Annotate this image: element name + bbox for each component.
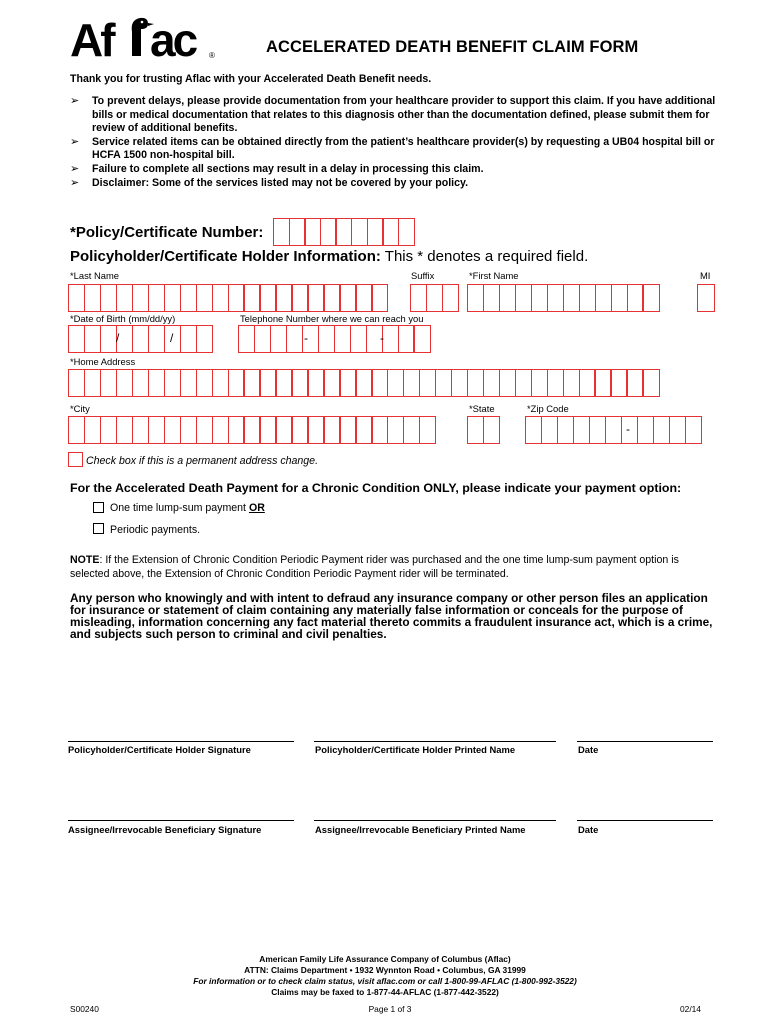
input-cell[interactable] [547, 369, 564, 397]
assignee-signature-label: Assignee/Irrevocable Beneficiary Signature [68, 824, 262, 835]
arrow-bullet-icon: ➢ [70, 176, 80, 189]
dob-slash-2: / [170, 331, 174, 345]
payment-option-heading: For the Accelerated Death Payment for a Chronic Condition ONLY, please indicate your payment option: [70, 481, 682, 495]
input-cell[interactable] [335, 218, 352, 246]
permanent-address-label: Check box if this is a permanent address change. [86, 455, 319, 467]
input-cell[interactable] [483, 284, 500, 312]
input-cell[interactable] [467, 416, 484, 444]
input-cell[interactable] [413, 325, 430, 353]
input-cell[interactable] [382, 325, 399, 353]
input-cell[interactable] [116, 284, 133, 312]
input-cell[interactable] [419, 416, 436, 444]
input-cell[interactable] [212, 416, 229, 444]
input-cell[interactable] [259, 416, 276, 444]
input-cell[interactable] [180, 284, 197, 312]
input-cell[interactable] [499, 369, 516, 397]
input-cell[interactable] [228, 369, 245, 397]
assignee-signature-line[interactable] [68, 820, 294, 821]
policy-number-label: *Policy/Certificate Number: [70, 224, 264, 241]
date-label-1: Date [578, 744, 599, 755]
input-cell[interactable] [387, 369, 404, 397]
input-cell[interactable] [243, 416, 260, 444]
zip-label: *Zip Code [527, 403, 569, 414]
address-field[interactable] [68, 369, 658, 397]
input-cell[interactable] [275, 369, 292, 397]
input-cell[interactable] [148, 325, 165, 353]
intro-text: Thank you for trusting Aflac with your Accelerated Death Benefit needs. [70, 73, 432, 85]
input-cell[interactable] [426, 284, 443, 312]
input-cell[interactable] [238, 325, 255, 353]
input-cell[interactable] [579, 369, 596, 397]
input-cell[interactable] [180, 369, 197, 397]
input-cell[interactable] [483, 416, 500, 444]
input-cell[interactable] [132, 325, 149, 353]
input-cell[interactable] [339, 284, 356, 312]
input-cell[interactable] [323, 284, 340, 312]
input-cell[interactable] [637, 416, 654, 444]
input-cell[interactable] [515, 369, 532, 397]
input-cell[interactable] [350, 325, 367, 353]
input-cell[interactable] [541, 416, 558, 444]
input-cell[interactable] [355, 416, 372, 444]
input-cell[interactable] [371, 284, 388, 312]
holder-signature-line[interactable] [68, 741, 294, 742]
input-cell[interactable] [148, 416, 165, 444]
input-cell[interactable] [351, 218, 368, 246]
phone-field[interactable] [238, 325, 429, 353]
lump-sum-label: One time lump-sum payment OR [110, 502, 265, 514]
input-cell[interactable] [451, 369, 468, 397]
input-cell[interactable] [563, 284, 580, 312]
suffix-field[interactable] [410, 284, 458, 312]
input-cell[interactable] [196, 369, 213, 397]
mi-field[interactable] [697, 284, 714, 312]
input-cell[interactable] [367, 218, 384, 246]
footer-company: American Family Life Assurance Company of Columbus (Aflac) [259, 954, 511, 964]
input-cell[interactable] [419, 369, 436, 397]
suffix-label: Suffix [411, 270, 435, 281]
input-cell[interactable] [318, 325, 335, 353]
input-cell[interactable] [273, 218, 290, 246]
input-cell[interactable] [334, 325, 351, 353]
input-cell[interactable] [339, 369, 356, 397]
input-cell[interactable] [304, 218, 321, 246]
input-cell[interactable] [442, 284, 459, 312]
input-cell[interactable] [84, 284, 101, 312]
input-cell[interactable] [291, 369, 308, 397]
page-number: Page 1 of 3 [368, 1004, 412, 1014]
input-cell[interactable] [685, 416, 702, 444]
input-cell[interactable] [270, 325, 287, 353]
first-name-field[interactable] [467, 284, 658, 312]
input-cell[interactable] [355, 369, 372, 397]
input-cell[interactable] [132, 369, 149, 397]
input-cell[interactable] [605, 416, 622, 444]
input-cell[interactable] [547, 284, 564, 312]
input-cell[interactable] [697, 284, 715, 312]
svg-text:ac: ac [150, 14, 196, 62]
input-cell[interactable] [68, 325, 85, 353]
list-item: ➢ Failure to complete all sections may result in a delay in processing this claim. [70, 162, 484, 175]
arrow-bullet-icon: ➢ [70, 135, 80, 148]
dob-field[interactable] [68, 325, 212, 353]
input-cell[interactable] [557, 416, 574, 444]
input-cell[interactable] [243, 284, 260, 312]
input-cell[interactable] [307, 284, 324, 312]
input-cell[interactable] [642, 369, 659, 397]
arrow-bullet-icon: ➢ [70, 162, 80, 175]
input-cell[interactable] [100, 325, 120, 353]
input-cell[interactable] [371, 369, 388, 397]
input-cell[interactable] [164, 284, 181, 312]
input-cell[interactable] [669, 416, 686, 444]
dob-label: *Date of Birth (mm/dd/yy) [70, 313, 176, 324]
input-cell[interactable] [499, 284, 516, 312]
footer-attn: ATTN: Claims Department • 1932 Wynnton Road • Columbus, GA 31999 [244, 965, 526, 975]
aflac-logo [70, 12, 220, 62]
list-item: ➢ To prevent delays, please provide documentation from your healthcare provider to support this claim. If you have additional bills or medical documentation that relates to this diagnosis other than the documentation defined, please submit them for review of additional benefits. [70, 95, 716, 135]
phone-dash-2: - [380, 331, 384, 345]
input-cell[interactable] [594, 369, 611, 397]
input-cell[interactable] [100, 284, 117, 312]
input-cell[interactable] [148, 369, 165, 397]
periodic-checkbox[interactable] [93, 523, 104, 534]
state-label: *State [469, 403, 495, 414]
input-cell[interactable] [84, 369, 101, 397]
input-cell[interactable] [212, 284, 229, 312]
holder-info-heading: Policyholder/Certificate Holder Information: This * denotes a required field. [70, 248, 589, 265]
input-cell[interactable] [196, 284, 213, 312]
input-cell[interactable] [435, 369, 452, 397]
first-name-label: *First Name [469, 270, 519, 281]
permanent-address-checkbox[interactable] [68, 452, 83, 467]
input-cell[interactable] [164, 416, 181, 444]
input-cell[interactable] [525, 416, 542, 444]
input-cell[interactable] [132, 416, 149, 444]
input-cell[interactable] [323, 369, 340, 397]
input-cell[interactable] [611, 284, 628, 312]
aflac-logo-mark [70, 12, 220, 62]
input-cell[interactable] [243, 369, 260, 397]
input-cell[interactable] [403, 416, 420, 444]
input-cell[interactable] [259, 369, 276, 397]
input-cell[interactable] [180, 416, 197, 444]
input-cell[interactable] [307, 369, 324, 397]
holder-printed-name-label: Policyholder/Certificate Holder Printed Name [315, 744, 516, 755]
input-cell[interactable] [589, 416, 606, 444]
dob-slash-1: / [116, 331, 120, 345]
input-cell[interactable] [289, 218, 306, 246]
input-cell[interactable] [467, 284, 484, 312]
input-cell[interactable] [275, 284, 292, 312]
city-field[interactable] [68, 416, 435, 444]
form-code: S00240 [70, 1004, 99, 1014]
input-cell[interactable] [148, 284, 165, 312]
holder-printed-name-line[interactable] [314, 741, 556, 742]
list-item: ➢ Service related items can be obtained directly from the patient’s healthcare provider(s) by requesting a UB04 hospital bill or HCFA 1500 non-hospital bill. [70, 135, 715, 162]
input-cell[interactable] [291, 416, 308, 444]
input-cell[interactable] [371, 416, 388, 444]
input-cell[interactable] [254, 325, 271, 353]
input-cell[interactable] [382, 218, 399, 246]
input-cell[interactable] [403, 369, 420, 397]
input-cell[interactable] [531, 284, 548, 312]
city-label: *City [70, 403, 90, 414]
input-cell[interactable] [259, 284, 276, 312]
input-cell[interactable] [398, 218, 415, 246]
fraud-warning: Any person who knowingly and with intent to defraud any insurance company or other person files an application for insurance or statement of claim containing any materially false information or conceals for the purpose of misleading, information concerning any fact material thereto commits a fraudulent insurance act, which is a crime, and subjects such person to criminal and civil penalties. [70, 591, 713, 641]
input-cell[interactable] [100, 369, 117, 397]
state-field[interactable] [467, 416, 499, 444]
input-cell[interactable] [642, 284, 659, 312]
phone-label: Telephone Number where we can reach you [240, 313, 424, 324]
policy-number-field[interactable] [273, 218, 413, 246]
input-cell[interactable] [100, 416, 117, 444]
input-cell[interactable] [228, 416, 245, 444]
lump-sum-checkbox[interactable] [93, 502, 104, 513]
input-cell[interactable] [627, 284, 644, 312]
input-cell[interactable] [116, 369, 133, 397]
holder-signature-label: Policyholder/Certificate Holder Signature [68, 744, 251, 755]
svg-text:®: ® [209, 51, 215, 60]
last-name-field[interactable] [68, 284, 387, 312]
input-cell[interactable] [84, 325, 101, 353]
input-cell[interactable] [626, 369, 643, 397]
note-text: NOTE: If the Extension of Chronic Condition Periodic Payment rider was purchased and the one time lump-sum payment option is selected above, the Extension of Chronic Condition Periodic Payment rider will be terminated. [70, 554, 679, 580]
footer-contact [0, 954, 770, 998]
assignee-printed-name-line[interactable] [314, 820, 556, 821]
date-label-2: Date [578, 824, 599, 835]
input-cell[interactable] [387, 416, 404, 444]
input-cell[interactable] [515, 284, 532, 312]
zip-dash: - [626, 422, 630, 436]
assignee-printed-name-label: Assignee/Irrevocable Beneficiary Printed Name [315, 824, 526, 835]
input-cell[interactable] [653, 416, 670, 444]
input-cell[interactable] [180, 325, 197, 353]
input-cell[interactable] [595, 284, 612, 312]
input-cell[interactable] [68, 284, 85, 312]
svg-text:Af: Af [70, 14, 113, 62]
input-cell[interactable] [132, 284, 149, 312]
input-cell[interactable] [610, 369, 627, 397]
periodic-label: Periodic payments. [110, 524, 201, 536]
footer-fax: Claims may be faxed to 1-877-44-AFLAC (1-877-442-3522) [271, 987, 499, 997]
list-item: ➢ Disclaimer: Some of the services listed may not be covered by your policy. [70, 176, 469, 189]
form-title: ACCELERATED DEATH BENEFIT CLAIM FORM [266, 38, 639, 56]
phone-dash-1: - [304, 331, 308, 345]
input-cell[interactable] [196, 416, 213, 444]
input-cell[interactable] [196, 325, 213, 353]
input-cell[interactable] [84, 416, 101, 444]
footer-info: For information or to check claim status, visit aflac.com or call 1-800-99-AFLAC (1-800-992-3522) [193, 976, 577, 986]
input-cell[interactable] [228, 284, 245, 312]
input-cell[interactable] [398, 325, 415, 353]
input-cell[interactable] [339, 416, 356, 444]
input-cell[interactable] [307, 416, 324, 444]
input-cell[interactable] [286, 325, 303, 353]
date-line-1[interactable] [577, 741, 713, 742]
input-cell[interactable] [355, 284, 372, 312]
arrow-bullet-icon: ➢ [70, 95, 80, 107]
input-cell[interactable] [275, 416, 292, 444]
input-cell[interactable] [164, 369, 181, 397]
input-cell[interactable] [212, 369, 229, 397]
input-cell[interactable] [320, 218, 337, 246]
address-label: *Home Address [70, 356, 136, 367]
input-cell[interactable] [531, 369, 548, 397]
input-cell[interactable] [68, 369, 85, 397]
instructions-list [70, 95, 720, 190]
last-name-label: *Last Name [70, 270, 119, 281]
input-cell[interactable] [579, 284, 596, 312]
input-cell[interactable] [291, 284, 308, 312]
mi-label: MI [700, 270, 711, 281]
input-cell[interactable] [573, 416, 590, 444]
input-cell[interactable] [68, 416, 85, 444]
input-cell[interactable] [116, 416, 133, 444]
zip-field[interactable] [525, 416, 700, 444]
input-cell[interactable] [563, 369, 580, 397]
input-cell[interactable] [323, 416, 340, 444]
revision-date: 02/14 [680, 1004, 701, 1014]
input-cell[interactable] [467, 369, 484, 397]
date-line-2[interactable] [577, 820, 713, 821]
input-cell[interactable] [483, 369, 500, 397]
input-cell[interactable] [410, 284, 427, 312]
